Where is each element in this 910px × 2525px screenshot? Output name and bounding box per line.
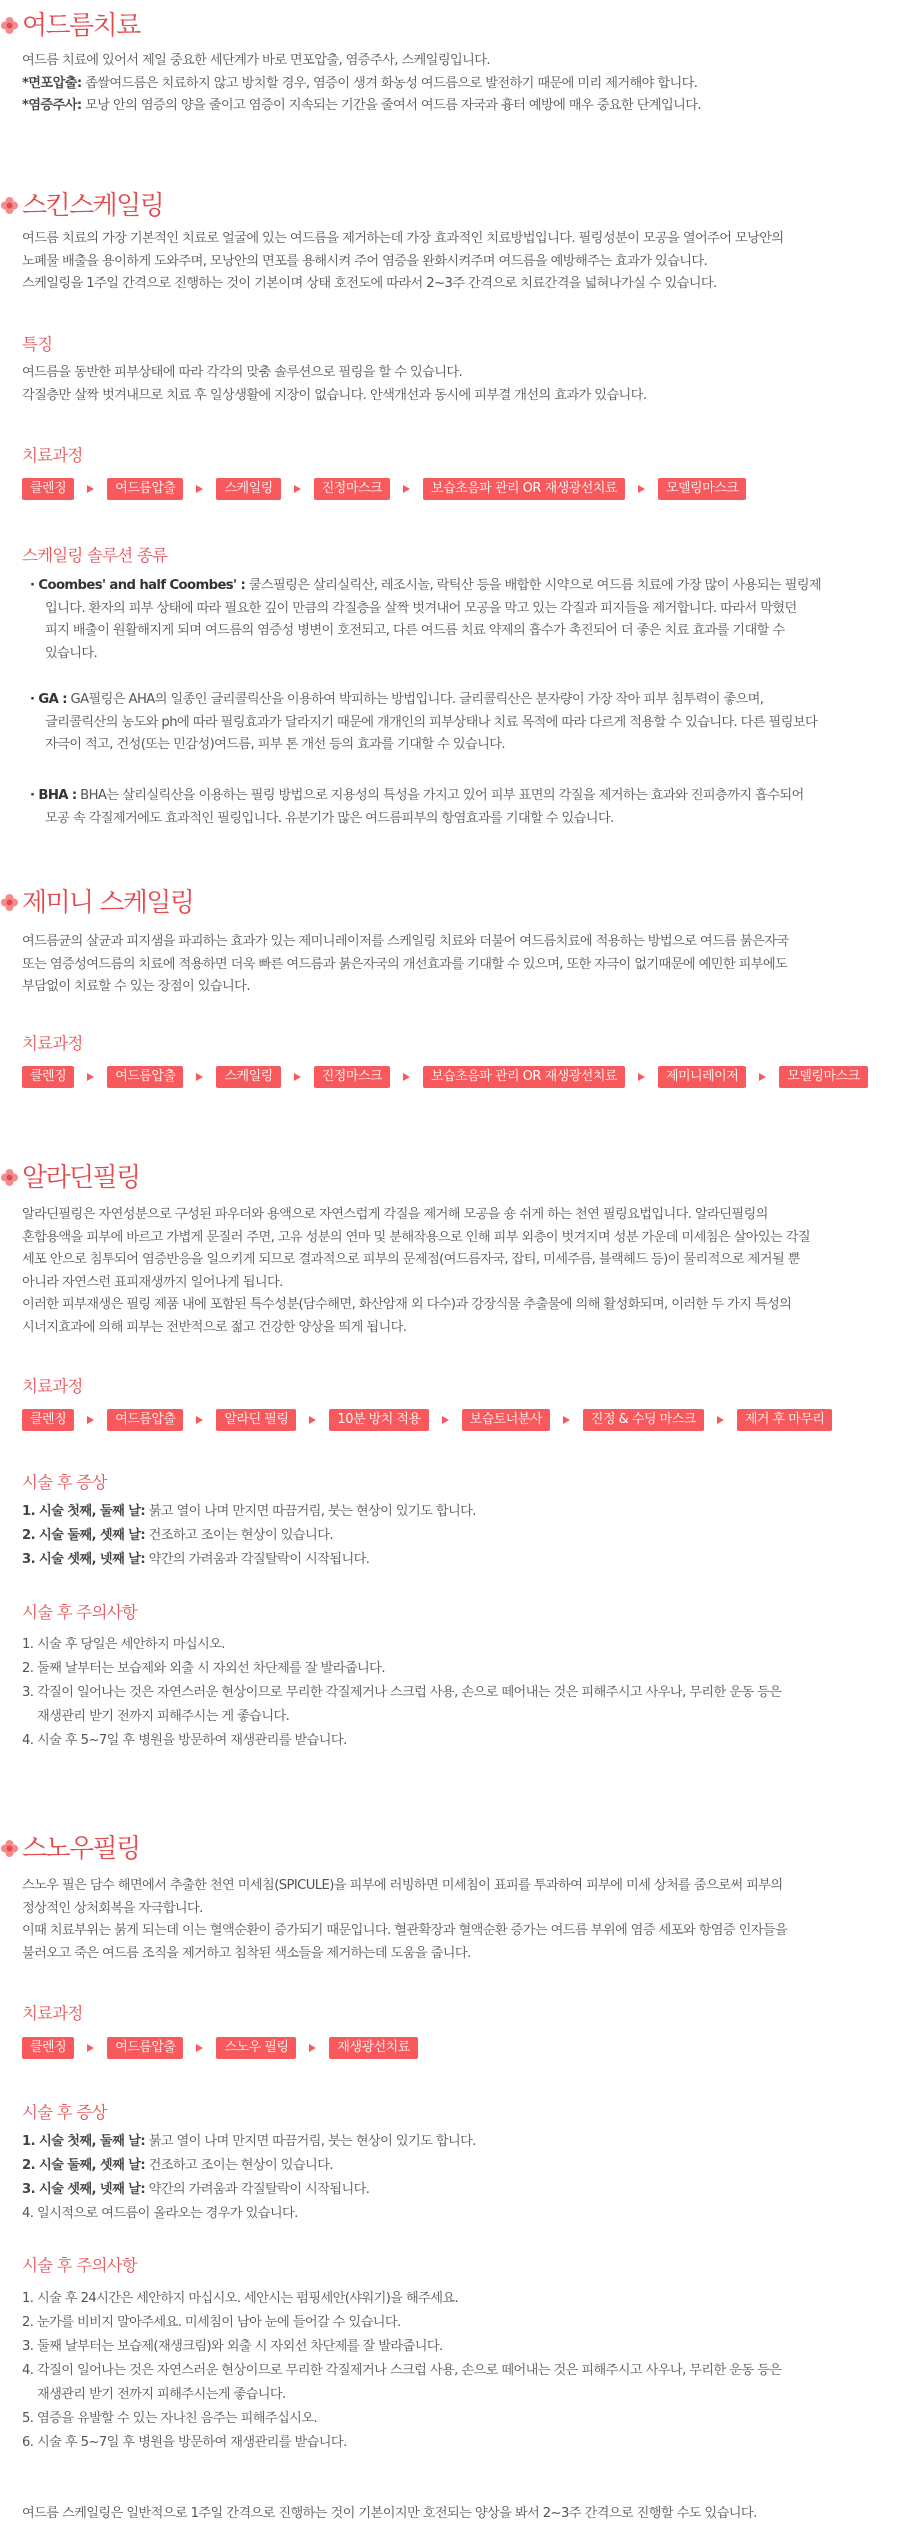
list-item: 2. 시술 둘째, 셋째 날: 건조하고 조이는 현상이 있습니다.: [22, 1528, 333, 1543]
list-item: 3. 둘째 날부터는 보습제(재생크림)와 외출 시 자외선 차단제를 잘 발라줍니다.: [22, 2339, 443, 2354]
process-step: 여드름압출: [107, 2037, 183, 2059]
text-line: 여드름을 동반한 피부상태에 따라 각각의 맞춤 솔루션으로 필링을 할 수 있습니다.: [22, 365, 463, 380]
flower-icon: [0, 1839, 19, 1858]
solution-name: GA :: [38, 692, 67, 707]
process-step: 진정마스크: [314, 478, 390, 500]
process-step: 제미니레이저: [658, 1066, 746, 1088]
caution-list: [22, 2287, 882, 2455]
arrow-icon: [87, 1073, 94, 1081]
item-label: *면포압출:: [22, 75, 82, 91]
arrow-icon: [759, 1073, 766, 1081]
caution-heading: 시술 후 주의사항: [22, 2256, 137, 2275]
arrow-icon: [309, 1416, 316, 1424]
arrow-icon: [563, 1416, 570, 1424]
list-item: 4. 일시적으로 여드름이 올라오는 경우가 있습니다.: [22, 2206, 298, 2221]
arrow-icon: [403, 1073, 410, 1081]
arrow-icon: [87, 2044, 94, 2052]
process-heading: 치료과정: [22, 1377, 83, 1396]
arrow-icon: [638, 1073, 645, 1081]
process-step: 클렌징: [22, 1409, 74, 1431]
section-heading: [0, 1831, 900, 1871]
item-label: *염증주사:: [22, 98, 82, 113]
section-heading: [0, 8, 900, 48]
symptoms-list: [22, 2130, 882, 2226]
section-description: [22, 50, 882, 118]
section-skin-scaling: [0, 188, 900, 826]
text-line: 있습니다.: [45, 645, 98, 661]
text-line: 부담없이 치료할 수 있는 장점이 있습니다.: [22, 979, 250, 994]
section-title: 여드름치료: [22, 11, 140, 41]
section-description: [22, 1875, 882, 1965]
solution-item: · Coombes' and half Coombes' : 쿨스필링은 살리실릭산, 레조시놀, 락틱산 등을 배합한 시약으로 여드름 치료에 가장 많이 사용되는 필링제 입니다. 환자의 피부 상태에 따라 필요한 깊이 만큼의 각질층을 살짝 벗겨내어 모공을 막고 있는 각질과 피지들을 제거합니다. 따라서 막혔던 피지 배출이 원활해지게 되며 여드름의 염증성 병변이 호전되고, 다른 여드름 치료 약제의 흡수가 촉진되어 더 좋은 치료 효과를 기대할 수 있습니다.: [30, 578, 822, 661]
feature-heading: 특징: [22, 335, 53, 354]
flower-icon: [0, 1168, 19, 1187]
symptoms-list: [22, 1500, 882, 1572]
symptoms-heading: 시술 후 증상: [22, 2103, 107, 2122]
section-title: 알라딘필링: [22, 1163, 140, 1193]
text-line: 알라딘필링은 자연성분으로 구성된 파우더와 용액으로 자연스럽게 각질을 제거해 모공을 숑 쉬게 하는 천연 필링요법입니다. 알라딘필링의: [22, 1207, 768, 1222]
item-text: 모낭 안의 염증의 양을 줄이고 염증이 지속되는 기간을 줄여서 여드름 자국과 흉터 예방에 매우 중요한 단계입니다.: [85, 98, 701, 113]
process-step: 10분 방치 적용: [329, 1409, 428, 1431]
process-flow: [22, 2036, 418, 2060]
intro-text: 여드름 치료에 있어서 제일 중요한 세단계가 바로 면포압출, 염증주사, 스케일링입니다.: [22, 53, 490, 68]
process-heading: 치료과정: [22, 1034, 83, 1053]
solution-name: Coombes' and half Coombes' :: [38, 578, 246, 593]
text-line: 쿨스필링은 살리실릭산, 레조시놀, 락틱산 등을 배합한 시약으로 여드름 치료에 가장 많이 사용되는 필링제: [248, 578, 822, 593]
text-line: 세포 안으로 침투되어 염증반응을 일으키게 되므로 결과적으로 피부의 문제점(여드름자국, 잡티, 미세주름, 블랙헤드 등)이 물리적으로 제거될 뿐: [22, 1252, 800, 1267]
list-item: 3. 시술 셋째, 넷째 날: 약간의 가려움과 각질탈락이 시작됩니다.: [22, 2182, 370, 2197]
arrow-icon: [442, 1416, 449, 1424]
text-line: 이때 치료부위는 붉게 되는데 이는 혈액순환이 증가되기 때문입니다. 혈관확장과 혈액순환 증가는 여드름 부위에 염증 세포와 항염증 인자들을: [22, 1923, 788, 1938]
section-description: [22, 1204, 882, 1339]
section-title: 제미니 스케일링: [22, 888, 194, 918]
arrow-icon: [87, 485, 94, 493]
process-flow: [22, 1408, 832, 1432]
solution-item: · BHA : BHA는 살리실릭산을 이용하는 필링 방법으로 지용성의 특성을 가지고 있어 피부 표면의 각질을 제거하는 효과와 진피층까지 흡수되어 모공 속 각질제거에도 효과적인 필링입니다. 유분기가 많은 여드름피부의 항염효과를 기대할 수 있습니다.: [30, 788, 804, 826]
process-step: 제거 후 마무리: [737, 1409, 833, 1431]
text-line: 또는 염증성여드름의 치료에 적용하면 더욱 빠른 여드름과 붉은자국의 개선효과를 기대할 수 있으며, 또한 자극이 없기때문에 예민한 피부에도: [22, 956, 788, 972]
text-line: 각질층만 살짝 벗겨내므로 치료 후 일상생활에 지장이 없습니다. 안색개선과 동시에 피부결 개선의 효과가 있습니다.: [22, 387, 647, 403]
section-description: [22, 931, 882, 999]
process-step: 보습초음파 관리 OR 재생광선치료: [423, 478, 625, 500]
arrow-icon: [638, 485, 645, 493]
list-item: 3. 시술 셋째, 넷째 날: 약간의 가려움과 각질탈락이 시작됩니다.: [22, 1552, 370, 1567]
process-step: 알라딘 필링: [216, 1409, 296, 1431]
arrow-icon: [717, 1416, 724, 1424]
list-item: 1. 시술 후 당일은 세안하지 마십시오.: [22, 1637, 225, 1652]
text-line: 피지 배출이 원활해지게 되며 여드름의 염증성 병변이 호전되고, 다른 여드름 치료 약제의 흡수가 촉진되어 더 좋은 치료 효과를 기대할 수: [45, 623, 785, 638]
section-title: 스킨스케일링: [22, 191, 164, 221]
footer-note: 여드름 스케일링은 일반적으로 1주일 간격으로 진행하는 것이 기본이지만 호전되는 양상을 봐서 2~3주 간격으로 진행할 수도 있습니다.: [22, 2506, 757, 2522]
text-line: 여드름 치료의 가장 기본적인 치료로 얼굴에 있는 여드름을 제거하는데 가장 효과적인 치료방법입니다. 필링성분이 모공을 열어주어 모낭안의: [22, 231, 784, 246]
arrow-icon: [309, 2044, 316, 2052]
process-step: 클렌징: [22, 478, 74, 500]
section-snow-peeling: [0, 1831, 900, 2450]
solution-name: BHA :: [38, 788, 77, 803]
section-heading: [0, 885, 900, 925]
list-item: 6. 시술 후 5~7일 후 병원을 방문하여 재생관리를 받습니다.: [22, 2435, 347, 2450]
process-step: 클렌징: [22, 2037, 74, 2059]
text-line: 글리콜릭산의 농도와 ph에 따라 필링효과가 달라지기 때문에 개개인의 피부상태나 치료 목적에 따라 다르게 적용할 수 있습니다. 다른 필링보다: [45, 714, 818, 730]
arrow-icon: [403, 485, 410, 493]
process-step: 모델링마스크: [779, 1066, 867, 1088]
text-line: BHA는 살리실릭산을 이용하는 필링 방법으로 지용성의 특성을 가지고 있어 피부 표면의 각질을 제거하는 효과와 진피층까지 흡수되어: [80, 788, 804, 803]
section-acne-treatment: [0, 8, 900, 113]
flower-icon: [0, 16, 19, 35]
list-item: 1. 시술 후 24시간은 세안하지 마십시오. 세안시는 펌핑세안(샤워기)을 해주세요.: [22, 2291, 459, 2306]
arrow-icon: [294, 485, 301, 493]
text-line: 시너지효과에 의해 피부는 전반적으로 젊고 건강한 양상을 띄게 됩니다.: [22, 1319, 407, 1335]
process-step: 클렌징: [22, 1066, 74, 1088]
caution-heading: 시술 후 주의사항: [22, 1603, 137, 1622]
process-step: 여드름압출: [107, 1066, 183, 1088]
item-text: 좁쌀여드름은 치료하지 않고 방치할 경우, 염증이 생겨 화농성 여드름으로 발전하기 때문에 미리 제거해야 합니다.: [85, 75, 698, 91]
section-title: 스노우필링: [22, 1834, 140, 1864]
section-gemini-scaling: [0, 885, 900, 1084]
process-step: 스케일링: [216, 1066, 280, 1088]
solution-heading: 스케일링 솔루션 종류: [22, 546, 168, 565]
text-line: 스노우 필은 담수 해면에서 추출한 천연 미세침(SPICULE)을 피부에 러빙하면 미세침이 표피를 투과하여 피부에 미세 상처를 줌으로써 피부의: [22, 1878, 783, 1893]
process-flow: [22, 477, 746, 501]
list-item: 3. 각질이 일어나는 것은 자연스러운 현상이므로 무리한 각질제거나 스크럽 사용, 손으로 떼어내는 것은 피해주시고 사우나, 무리한 운동 등은 재생관리 받기 전까지 피해주시는 게 좋습니다.: [22, 1685, 782, 1724]
process-step: 스케일링: [216, 478, 280, 500]
section-heading: [0, 188, 900, 228]
process-flow: [22, 1065, 868, 1089]
solution-item: · GA : GA필링은 AHA의 일종인 글리콜릭산을 이용하여 박피하는 방법입니다. 글리콜릭산은 분자량이 가장 작아 피부 침투력이 좋으며, 글리콜릭산의 농도와 ph에 따라 필링효과가 달라지기 때문에 개개인의 피부상태나 치료 목적에 따라 다르게 적용할 수 있습니다. 다른 필링보다 자극이 적고, 건성(또는 민감성)여드름, 피부 톤 개선 등의 효과를 기대할 수 있습니다.: [30, 692, 818, 752]
text-line: 스케일링을 1주일 간격으로 진행하는 것이 기본이며 상태 호전도에 따라서 2~3주 간격으로 치료간격을 넓혀나가실 수 있습니다.: [22, 276, 717, 291]
process-step: 여드름압출: [107, 1409, 183, 1431]
process-step: 여드름압출: [107, 478, 183, 500]
process-step: 진정 & 수딩 마스크: [583, 1409, 704, 1431]
process-step: 진정마스크: [314, 1066, 390, 1088]
arrow-icon: [196, 1073, 203, 1081]
text-line: 정상적인 상처회복을 자극합니다.: [22, 1900, 203, 1916]
arrow-icon: [196, 2044, 203, 2052]
process-heading: 치료과정: [22, 2004, 83, 2023]
process-step: 재생광선치료: [329, 2037, 417, 2059]
list-item: 1. 시술 첫째, 둘째 날: 붉고 열이 나며 만지면 따끔거림, 붓는 현상이 있기도 합니다.: [22, 2134, 476, 2149]
text-line: 입니다. 환자의 피부 상태에 따라 필요한 깊이 만큼의 각질층을 살짝 벗겨내어 모공을 막고 있는 각질과 피지들을 제거합니다. 따라서 막혔던: [45, 600, 797, 616]
arrow-icon: [294, 1073, 301, 1081]
list-item: 2. 눈가를 비비지 말아주세요. 미세침이 남아 눈에 들어갈 수 있습니다.: [22, 2315, 401, 2330]
caution-list: [22, 1633, 882, 1753]
arrow-icon: [87, 1416, 94, 1424]
process-step: 보습초음파 관리 OR 재생광선치료: [423, 1066, 625, 1088]
arrow-icon: [196, 1416, 203, 1424]
section-aladin-peeling: [0, 1160, 900, 1748]
list-item: 4. 시술 후 5~7일 후 병원을 방문하여 재생관리를 받습니다.: [22, 1733, 347, 1748]
process-step: 모델링마스크: [658, 478, 746, 500]
flower-icon: [0, 893, 19, 912]
feature-text: [22, 362, 882, 407]
process-step: 보습토너분사: [462, 1409, 550, 1431]
text-line: GA필링은 AHA의 일종인 글리콜릭산을 이용하여 박피하는 방법입니다. 글리콜릭산은 분자량이 가장 작아 피부 침투력이 좋으며,: [70, 692, 764, 707]
list-item: 1. 시술 첫째, 둘째 날: 붉고 열이 나며 만지면 따끔거림, 붓는 현상이 있기도 합니다.: [22, 1504, 476, 1519]
symptoms-heading: 시술 후 증상: [22, 1473, 107, 1492]
list-item: 2. 시술 둘째, 셋째 날: 건조하고 조이는 현상이 있습니다.: [22, 2158, 333, 2173]
process-heading: 치료과정: [22, 446, 83, 465]
text-line: 노폐물 배출을 용이하게 도와주며, 모낭안의 면포를 용해시켜 주어 염증을 완화시켜주며 여드름을 예방해주는 효과가 있습니다.: [22, 253, 708, 269]
section-heading: [0, 1160, 900, 1200]
list-item: 4. 각질이 일어나는 것은 자연스러운 현상이므로 무리한 각질제거나 스크럽 사용, 손으로 떼어내는 것은 피해주시고 사우나, 무리한 운동 등은 재생관리 받기 전까지 피해주시는게 좋습니다.: [22, 2363, 782, 2402]
text-line: 혼합용액을 피부에 바르고 가볍게 문질러 주면, 고유 성분의 연마 및 분해작용으로 인해 피부 외층이 벗겨지며 성분 가운데 미세침은 살아있는 각질: [22, 1229, 811, 1245]
flower-icon: [0, 196, 19, 215]
list-item: 5. 염증을 유발할 수 있는 자나친 음주는 피해주십시오.: [22, 2411, 318, 2426]
arrow-icon: [196, 485, 203, 493]
text-line: 자극이 적고, 건성(또는 민감성)여드름, 피부 톤 개선 등의 효과를 기대할 수 있습니다.: [45, 737, 505, 752]
text-line: 이러한 피부재생은 필링 제품 내에 포함된 특수성분(담수해면, 화산암재 외 다수)과 강장식물 추출물에 의해 활성화되며, 이러한 두 가지 특성의: [22, 1297, 792, 1312]
process-step: 스노우 필링: [216, 2037, 296, 2059]
text-line: 모공 속 각질제거에도 효과적인 필링입니다. 유분기가 많은 여드름피부의 항염효과를 기대할 수 있습니다.: [45, 810, 614, 826]
text-line: 불러오고 죽은 여드름 조직을 제거하고 침착된 색소들을 제거하는데 도움을 줍니다.: [22, 1945, 471, 1961]
list-item: 2. 둘째 날부터는 보습제와 외출 시 자외선 차단제를 잘 발라줍니다.: [22, 1661, 385, 1676]
section-description: [22, 228, 882, 296]
text-line: 아니라 자연스런 표피재생까지 일어나게 됩니다.: [22, 1274, 283, 1290]
text-line: 여드름균의 살균과 피지샘을 파괴하는 효과가 있는 제미니레이저를 스케일링 치료와 더불어 여드름치료에 적용하는 방법으로 여드름 붉은자국: [22, 934, 789, 949]
